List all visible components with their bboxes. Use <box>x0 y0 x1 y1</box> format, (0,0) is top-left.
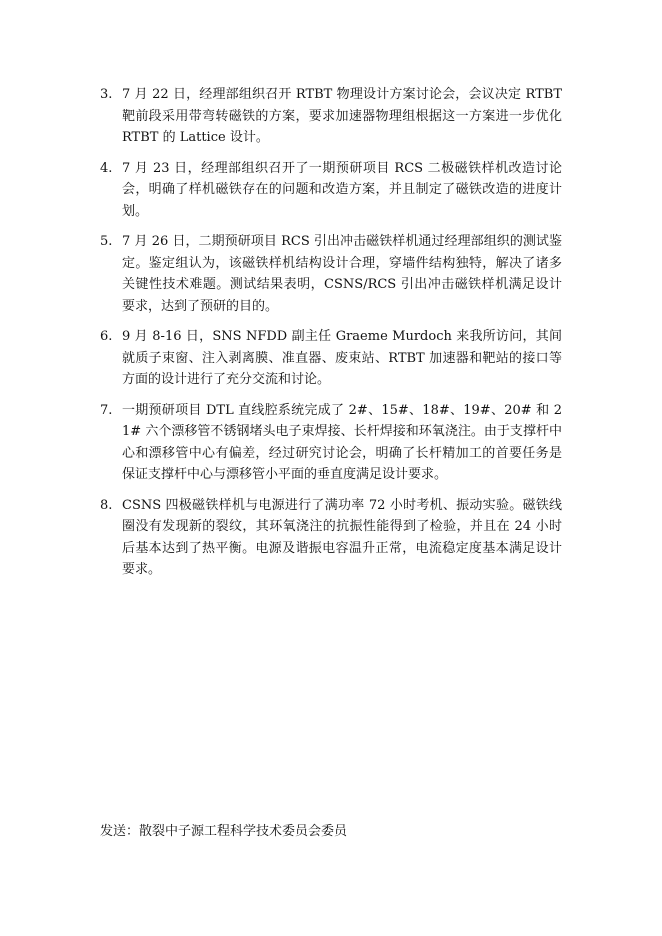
list-item-number: 3. <box>100 87 113 102</box>
list-item <box>100 158 562 223</box>
list-item-number: 8. <box>100 497 113 513</box>
list-item-number: 5. <box>100 234 113 249</box>
list-item <box>100 326 562 391</box>
list-item-text: 9 月 8-16 日，SNS NFDD 副主任 Graeme Murdoch 来我所访问，其间就质子束窗、注入剥离膜、准直器、废束站、RTBT 加速器和靶站的接口等方面的设计进行了充分交流和讨论。 <box>122 329 562 387</box>
list-item <box>100 231 562 317</box>
list-item <box>100 400 562 486</box>
list-item-text: 7 月 22 日，经理部组织召开 RTBT 物理设计方案讨论会，会议决定 RTBT 靶前段采用带弯转磁铁的方案，要求加速器物理组根据这一方案进一步优化 RTBT 的 Lattice 设计。 <box>122 87 562 145</box>
list-item-text: 7 月 26 日，二期预研项目 RCS 引出冲击磁铁样机通过经理部组织的测试鉴定。鉴定组认为，该磁铁样机结构设计合理，穿墙件结构独特，解决了诸多关键性技术难题。测试结果表明，CSNS/RCS 引出冲击磁铁样机满足设计要求，达到了预研的目的。 <box>122 234 562 314</box>
list-item <box>100 495 562 581</box>
meeting-notes-list <box>100 84 562 590</box>
list-item-number: 4. <box>100 160 113 176</box>
list-item-text: 7 月 23 日，经理部组织召开了一期预研项目 RCS 二极磁铁样机改造讨论会，明确了样机磁铁存在的问题和改造方案，并且制定了磁铁改造的进度计划。 <box>122 160 562 219</box>
list-item <box>100 84 562 149</box>
list-item-text: CSNS 四极磁铁样机与电源进行了满功率 72 小时考机、振动实验。磁铁线圈没有发现新的裂纹，其环氧浇注的抗振性能得到了检验，并且在 24 小时后基本达到了热平衡。电源及谐振电容温升正常，电流稳定度基本满足设计要求。 <box>122 497 562 577</box>
distribution-footer: 发送：散裂中子源工程科学技术委员会委员 <box>100 824 348 839</box>
list-item-text: 一期预研项目 DTL 直线腔系统完成了 2#、15#、18#、19#、20# 和 21# 六个漂移管不锈钢堵头电子束焊接、长杆焊接和环氧浇注。由于支撑杆中心和漂移管中心有偏差，经过研究讨论会，明确了长杆精加工的首要任务是保证支撑杆中心与漂移管小平面的垂直度满足设计要求。 <box>122 402 562 482</box>
list-item-number: 7. <box>100 402 113 418</box>
list-item-number: 6. <box>100 329 113 344</box>
